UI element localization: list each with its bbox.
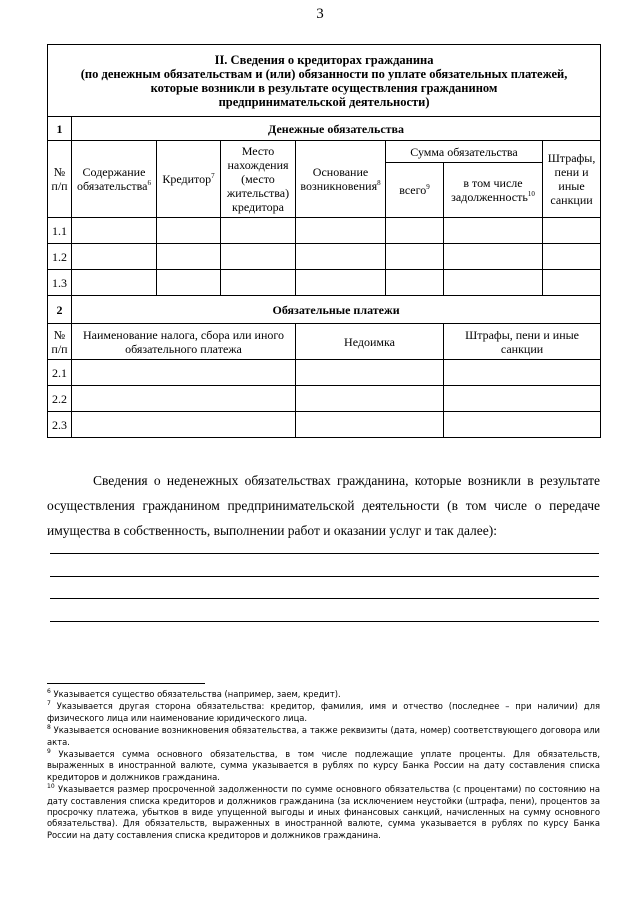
header-content: Содержание обязательства$^6$ [72,141,157,218]
table-cell [386,244,444,270]
table-cell [444,218,543,244]
header-total: всего$^9$ [386,163,444,218]
section-title-line: предпринимательской деятельности) [218,94,430,109]
section-title-line: которые возникли в результате осуществления гражданином [150,80,498,95]
non-monetary-paragraph: Сведения о неденежных обязательствах гражданина, которые возникли в результате осуществления гражданином предпринимательской деятельности (в том числе о передаче имущества в собственность, выполнении работ и оказании услуг и так далее): [47,473,600,538]
fill-line [50,621,599,622]
row-number: 1.2 [48,244,72,270]
footnote: $^9$ Указывается сумма основного обязательства, в том числе подлежащие уплате проценты. Для обязательств, выраженных в иностранной валюте, сумма указывается в рублях по курсу Банка России на дату составления списка кредиторов и должников гражданина. [47,748,600,782]
section-title-line: II. Сведения о кредиторах гражданина [214,52,434,67]
table-row [48,270,601,296]
table-row [48,386,601,412]
table-cell [386,218,444,244]
section-title-line: (по денежным обязательствам и (или) обязанности по уплате обязательных платежей, [80,66,568,81]
money-section-title: Денежные обязательства [72,117,601,141]
table-cell [157,244,221,270]
table-cell [221,218,296,244]
fill-line [50,576,599,577]
table-cell [72,270,157,296]
table-cell [296,270,386,296]
page-number: 3 [316,6,324,22]
header-tax-name: Наименование налога, сбора или иного обязательного платежа [72,324,296,360]
table-row [48,360,601,386]
table-cell [444,412,601,438]
table-cell [72,386,296,412]
creditors-table [47,44,601,438]
row-number: 1.3 [48,270,72,296]
header-sum: Сумма обязательства [386,141,543,163]
header-creditor: Кредитор$^7$ [157,141,221,218]
table-cell [296,360,444,386]
footnote: $^7$ Указывается другая сторона обязательства: кредитор, фамилия, имя и отчество (последнее – при наличии) для физического лица или наименование юридического лица. [47,700,600,723]
header-basis: Основание возникновения$^8$ [296,141,386,218]
table-cell [221,244,296,270]
header-no: № п/п [48,141,72,218]
table-cell [72,218,157,244]
fill-line [50,553,599,554]
footnote: $^8$ Указывается основание возникновения обязательства, а также реквизиты (дата, номер) соответствующего договора или акта. [47,724,600,747]
table-cell [157,218,221,244]
table-cell [543,270,601,296]
payments-section-title: Обязательные платежи [72,296,601,324]
header-location: Место нахождения (место жительства) кредитора [221,141,296,218]
table-cell [296,412,444,438]
row-number: 2.2 [48,386,72,412]
fill-line [50,598,599,599]
footnotes [47,689,600,842]
table-row [48,412,601,438]
table-cell [386,270,444,296]
table-cell [444,244,543,270]
table-cell [444,360,601,386]
table-cell [72,412,296,438]
table-row [48,244,601,270]
footnote: $^6$ Указывается существо обязательства (например, заем, кредит). [47,688,341,699]
table-cell [72,244,157,270]
section-title [48,45,601,117]
table-cell [543,218,601,244]
header-arrears: Недоимка [296,324,444,360]
table-cell [296,386,444,412]
header-fines: Штрафы, пени и иные санкции [444,324,601,360]
table-cell [157,270,221,296]
table-cell [543,244,601,270]
footnote-separator [47,683,205,684]
row-number: 2.1 [48,360,72,386]
table-cell [296,244,386,270]
table-cell [444,386,601,412]
header-including: в том числе задолженность$^{10}$ [444,163,543,218]
row-number: 1.1 [48,218,72,244]
header-fines: Штрафы, пени и иные санкции [543,141,601,218]
header-no: № п/п [48,324,72,360]
table-cell [72,360,296,386]
row-number: 2.3 [48,412,72,438]
table-cell [296,218,386,244]
table-row [48,218,601,244]
footnote: $^{10}$ Указывается размер просроченной задолженности по сумме основного обязательства (с процентами) по состоянию на дату составления списка кредиторов и должников гражданина (за исключением неустойки (штрафа, пени), процентов за просрочку платежа, убытков в виде упущенной выгоды и иных финансовых санкций, начисленных на сумму основного обязательства). Для обязательств, выраженных в иностранной валюте, сумма указывается в рублях по курсу Банка России на дату составления списка кредиторов и должников гражданина. [47,783,600,840]
payments-section-number: 2 [48,296,72,324]
money-section-number: 1 [48,117,72,141]
table-cell [444,270,543,296]
table-cell [221,270,296,296]
